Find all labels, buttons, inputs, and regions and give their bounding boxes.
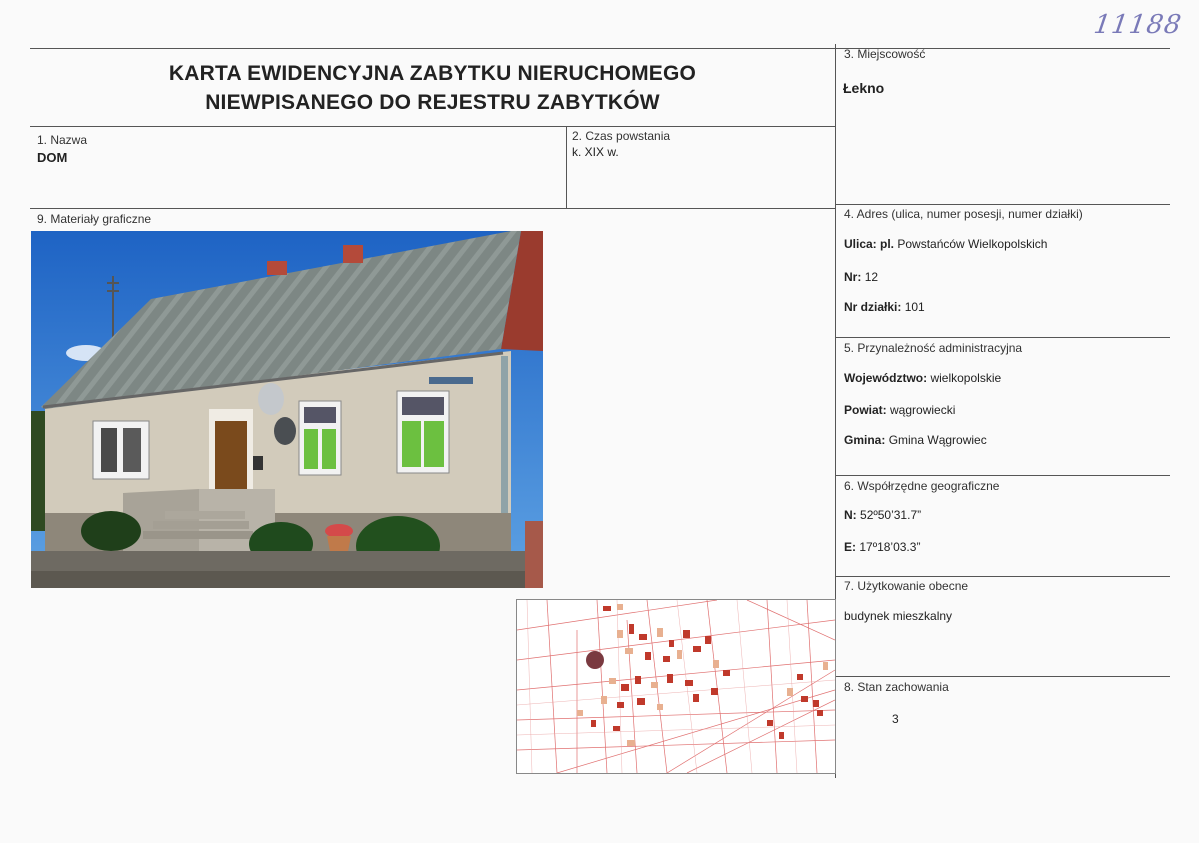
- map-building: [657, 704, 663, 710]
- east-key: E:: [844, 540, 856, 554]
- field7-top-border: [835, 576, 1170, 577]
- field8-label: 8. Stan zachowania: [844, 680, 949, 694]
- field4-top-border: [835, 204, 1170, 205]
- field3-value: Łekno: [843, 80, 885, 96]
- map-building: [693, 694, 699, 702]
- field6-east: [844, 540, 920, 554]
- map-building: [617, 604, 623, 610]
- map-building: [667, 674, 673, 683]
- map-building: [627, 740, 635, 746]
- field6-top-border: [835, 475, 1170, 476]
- map-building: [683, 630, 690, 638]
- field9-label: 9. Materiały graficzne: [37, 212, 152, 226]
- field4-number: [844, 270, 878, 284]
- field8-value: 3: [892, 712, 899, 726]
- map-building: [713, 660, 719, 668]
- top-border: [30, 48, 1170, 49]
- field4-street: [844, 237, 1047, 251]
- map-building: [813, 700, 819, 707]
- field4-label: 4. Adres (ulica, numer posesji, numer działki): [844, 207, 1083, 221]
- field1-label: 1. Nazwa: [37, 133, 88, 147]
- field2-value: k. XIX w.: [572, 145, 619, 159]
- field4-plot: [844, 300, 925, 314]
- north-key: N:: [844, 508, 857, 522]
- number-key: Nr:: [844, 270, 862, 284]
- map-building: [637, 698, 645, 705]
- map-building: [645, 652, 651, 660]
- north-value: 52º50’31.7”: [860, 508, 922, 522]
- voivodeship-value: wielkopolskie: [930, 371, 1002, 385]
- map-building: [693, 646, 701, 652]
- map-building: [621, 684, 629, 691]
- field3-label: 3. Miejscowość: [844, 47, 926, 61]
- map-building: [801, 696, 808, 702]
- map-building: [657, 628, 663, 637]
- house-photo: [31, 231, 543, 588]
- field6-label: 6. Współrzędne geograficzne: [844, 479, 1000, 493]
- map-building: [577, 710, 583, 716]
- map-building: [767, 720, 773, 726]
- map-building: [711, 688, 718, 695]
- handwritten-inventory-number: 11188: [1091, 10, 1184, 40]
- field5-commune: [844, 433, 987, 447]
- field7-label: 7. Użytkowanie obecne: [844, 579, 969, 593]
- map-building: [779, 732, 784, 739]
- map-building: [629, 624, 634, 634]
- field7-value: budynek mieszkalny: [844, 609, 953, 623]
- field1-value: DOM: [37, 150, 68, 165]
- map-building: [591, 720, 596, 727]
- map-building: [601, 696, 607, 704]
- map-building: [625, 648, 633, 654]
- map-building: [817, 710, 823, 716]
- map-building: [603, 606, 611, 611]
- map-building: [617, 630, 623, 638]
- map-building: [685, 680, 693, 686]
- map-building: [635, 676, 641, 684]
- voivodeship-key: Województwo:: [844, 371, 928, 385]
- map-building: [609, 678, 616, 684]
- field9-top-border: [30, 208, 835, 209]
- field2-label: 2. Czas powstania: [572, 129, 671, 143]
- map-building: [669, 640, 674, 647]
- commune-value: Gmina Wągrowiec: [888, 433, 987, 447]
- field5-voivodeship: [844, 371, 1001, 385]
- card-title-line1: KARTA EWIDENCYJNA ZABYTKU NIERUCHOMEGO: [168, 62, 697, 85]
- map-building: [663, 656, 670, 662]
- cadastral-map: [516, 599, 836, 774]
- field5-label: 5. Przynależność administracyjna: [844, 341, 1023, 355]
- map-building: [613, 726, 620, 731]
- county-value: wągrowiecki: [890, 403, 956, 417]
- plot-value: 101: [904, 300, 925, 314]
- field1-field2-divider: [566, 126, 567, 208]
- field8-top-border: [835, 676, 1170, 677]
- map-building: [823, 662, 828, 670]
- field5-county: [844, 403, 955, 417]
- county-key: Powiat:: [844, 403, 887, 417]
- title-bottom-border: [30, 126, 835, 127]
- map-building: [651, 682, 658, 688]
- map-building: [705, 636, 711, 644]
- street-value: Powstańców Wielkopolskich: [897, 237, 1048, 251]
- map-building: [677, 650, 682, 659]
- street-key: Ulica: pl.: [844, 237, 895, 251]
- field5-top-border: [835, 337, 1170, 338]
- field6-north: [844, 508, 921, 522]
- map-building: [639, 634, 647, 640]
- map-building: [723, 670, 730, 676]
- map-building: [617, 702, 624, 708]
- map-building: [787, 688, 793, 696]
- number-value: 12: [864, 270, 879, 284]
- east-value: 17º18’03.3”: [859, 540, 921, 554]
- commune-key: Gmina:: [844, 433, 886, 447]
- plot-key: Nr działki:: [844, 300, 902, 314]
- map-building: [797, 674, 803, 680]
- card-title-line2: NIEWPISANEGO DO REJESTRU ZABYTKÓW: [205, 91, 660, 114]
